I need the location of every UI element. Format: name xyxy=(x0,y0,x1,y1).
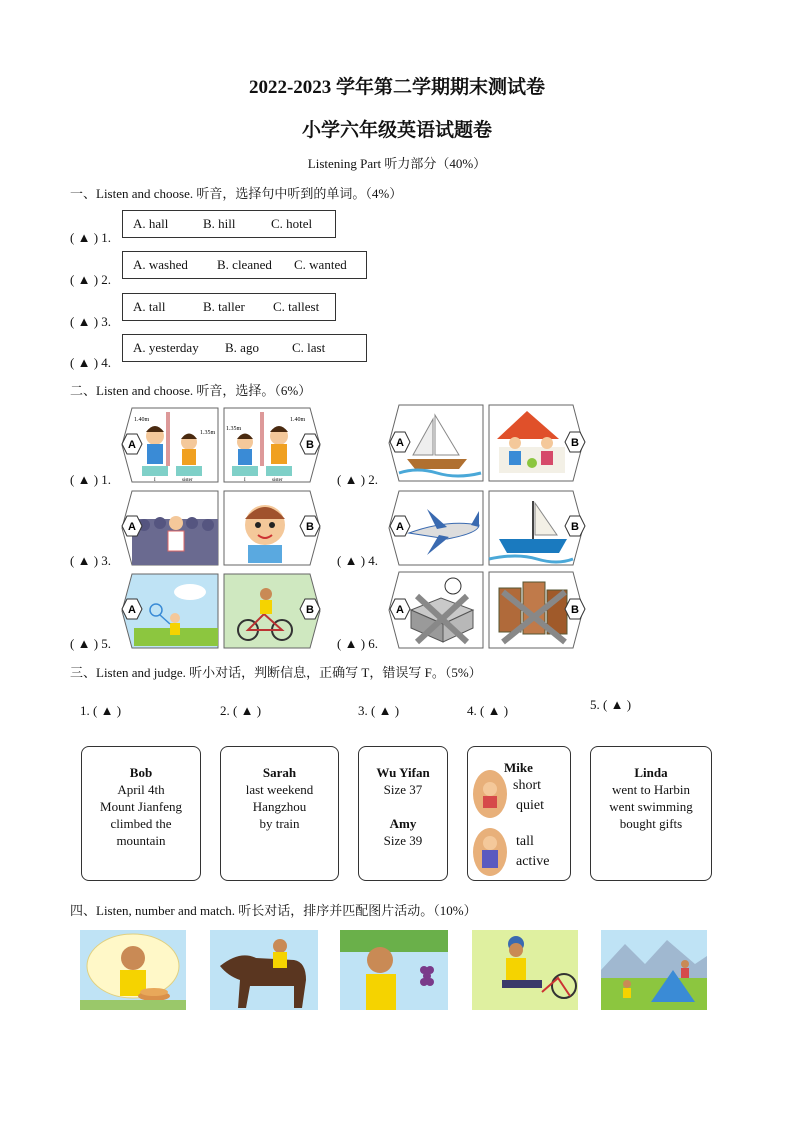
option: A. yesterday xyxy=(133,340,199,355)
card-line: active xyxy=(516,854,550,869)
s1-q4-num: ( ▲ ) 4. xyxy=(70,355,112,370)
option: A. washed xyxy=(133,257,188,272)
section2-heading: 二、Listen and choose. 听音，选择。（6%） xyxy=(70,383,312,398)
option: C. tallest xyxy=(273,299,320,314)
option: B. ago xyxy=(225,340,259,355)
activity-riding-horse-picture xyxy=(210,930,318,1010)
card-name: Sarah xyxy=(262,765,297,780)
s2-q1-num: ( ▲ ) 1. xyxy=(70,472,112,487)
height-label: 1.35m xyxy=(200,430,216,436)
label-a-hex xyxy=(389,598,411,620)
svg-text:B: B xyxy=(306,439,314,451)
info-card-bob xyxy=(81,746,201,881)
label-b-hex xyxy=(299,433,321,455)
svg-text:A: A xyxy=(396,604,404,616)
card-line: went swimming xyxy=(609,799,693,814)
svg-text:A: A xyxy=(128,439,136,451)
s2-q2-num: ( ▲ ) 2. xyxy=(337,472,379,487)
label-b-hex xyxy=(299,598,321,620)
height-label: 1.40m xyxy=(134,417,150,423)
kid-label: sister xyxy=(182,478,193,483)
s1-q3-options xyxy=(122,293,336,321)
label-a-hex xyxy=(389,515,411,537)
s3-answer-1: 1. ( ▲ ) xyxy=(80,703,122,718)
card-line: Hangzhou xyxy=(252,799,307,814)
card-line: Size 39 xyxy=(383,833,423,848)
svg-text:B: B xyxy=(571,521,579,533)
boy-short-icon xyxy=(472,769,508,819)
card-line: by train xyxy=(259,816,300,831)
page-subtitle: 小学六年级英语试题卷 xyxy=(301,120,492,141)
svg-text:A: A xyxy=(396,437,404,449)
card-name: Wu Yifan xyxy=(376,765,430,780)
info-card-linda xyxy=(590,746,712,881)
activity-eating-picture xyxy=(80,930,186,1010)
label-b-hex xyxy=(564,598,586,620)
section3-heading: 三、Listen and judge. 听小对话，判断信息，正确写 T，错误写 F。（5%） xyxy=(70,665,482,680)
s3-answer-5: 5. ( ▲ ) xyxy=(590,697,632,712)
s2-q1-pictures xyxy=(120,406,325,484)
svg-text:B: B xyxy=(306,604,314,616)
activity-camping-picture xyxy=(601,930,707,1010)
card-name: Linda xyxy=(634,765,668,780)
svg-text:A: A xyxy=(128,521,136,533)
option: B. hill xyxy=(203,216,236,231)
label-b-hex xyxy=(564,515,586,537)
card-line: last weekend xyxy=(245,782,314,797)
s1-q4-options xyxy=(122,334,367,362)
svg-text:B: B xyxy=(571,604,579,616)
s3-answer-3: 3. ( ▲ ) xyxy=(358,703,400,718)
card-name: Bob xyxy=(129,765,153,780)
card-line: bought gifts xyxy=(619,816,683,831)
activity-fell-off-bike-picture xyxy=(472,930,578,1010)
s2-q5-num: ( ▲ ) 5. xyxy=(70,636,112,651)
info-card-sarah xyxy=(220,746,339,881)
label-b-hex xyxy=(564,431,586,453)
option: B. taller xyxy=(203,299,245,314)
card-line: tall xyxy=(516,834,534,849)
s2-q4-pictures xyxy=(387,489,587,567)
s1-q2-options xyxy=(122,251,367,279)
s2-q3-pictures xyxy=(120,489,325,567)
section4-heading: 四、Listen, number and match. 听长对话，排序并匹配图片活动。（10%） xyxy=(70,903,477,918)
svg-text:B: B xyxy=(306,521,314,533)
svg-text:B: B xyxy=(571,437,579,449)
info-card-wuyifan-amy xyxy=(358,746,448,881)
label-a-hex xyxy=(121,598,143,620)
option: C. hotel xyxy=(271,216,313,231)
height-label: 1.35m xyxy=(226,426,242,432)
listening-part-label: Listening Part 听力部分（40%） xyxy=(307,156,487,171)
s2-q4-num: ( ▲ ) 4. xyxy=(337,553,379,568)
s1-q1-num: ( ▲ ) 1. xyxy=(70,230,112,245)
s1-q3-num: ( ▲ ) 3. xyxy=(70,314,112,329)
option: A. tall xyxy=(133,299,166,314)
svg-text:A: A xyxy=(128,604,136,616)
s3-answer-4: 4. ( ▲ ) xyxy=(467,703,509,718)
info-card-mike xyxy=(467,746,571,881)
height-label: 1.40m xyxy=(290,417,306,423)
s1-q2-num: ( ▲ ) 2. xyxy=(70,272,112,287)
card-line: climbed the xyxy=(110,816,172,831)
svg-text:A: A xyxy=(396,521,404,533)
page-title: 2022-2023 学年第二学期期末测试卷 xyxy=(248,77,546,98)
section1-heading: 一、Listen and choose. 听音，选择句中听到的单词。（4%） xyxy=(70,186,403,201)
card-line: Mount Jianfeng xyxy=(100,799,182,814)
card-name: Mike xyxy=(504,760,533,775)
activity-picking-grapes-picture xyxy=(340,930,448,1010)
label-a-hex xyxy=(389,431,411,453)
label-a-hex xyxy=(121,515,143,537)
s2-q2-pictures xyxy=(387,403,587,483)
option: C. wanted xyxy=(294,257,347,272)
kid-label: I xyxy=(154,478,156,483)
s3-answer-2: 2. ( ▲ ) xyxy=(220,703,262,718)
s2-q6-pictures xyxy=(387,570,587,650)
s2-q6-num: ( ▲ ) 6. xyxy=(337,636,379,651)
boy-tall-icon xyxy=(472,827,508,877)
s2-q3-num: ( ▲ ) 3. xyxy=(70,553,112,568)
option: A. hall xyxy=(133,216,169,231)
label-a-hex xyxy=(121,433,143,455)
card-name: Amy xyxy=(389,816,417,831)
option: B. cleaned xyxy=(217,257,272,272)
label-b-hex xyxy=(299,515,321,537)
s1-q1-options xyxy=(122,210,336,238)
card-line: short xyxy=(513,778,541,793)
option: C. last xyxy=(292,340,326,355)
card-line: April 4th xyxy=(117,782,165,797)
card-line: mountain xyxy=(116,833,166,848)
card-line: Size 37 xyxy=(383,782,423,797)
card-line: quiet xyxy=(516,798,544,813)
kid-label: sister xyxy=(272,478,283,483)
s2-q5-pictures xyxy=(120,572,325,650)
card-line: went to Harbin xyxy=(612,782,690,797)
kid-label: I xyxy=(244,478,246,483)
